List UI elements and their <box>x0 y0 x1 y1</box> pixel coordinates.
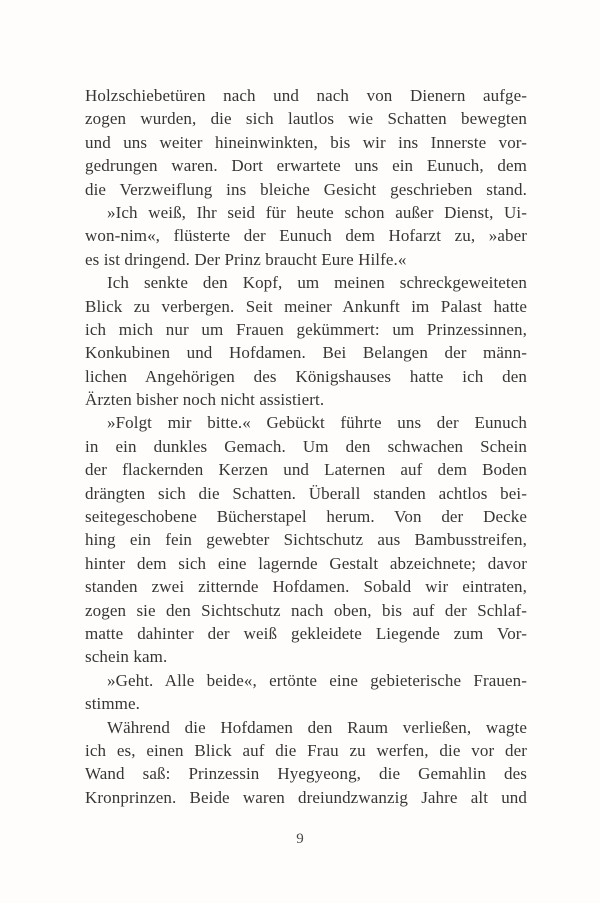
text-line: Blick zu verbergen. Seit meiner Ankunft im Palast hatte <box>85 296 527 316</box>
text-line: hing ein fein gewebter Sichtschutz aus Bambusstreifen, <box>85 530 527 550</box>
text-line: drängten sich die Schatten. Überall standen achtlos bei- <box>85 483 527 503</box>
text-line: Ich senkte den Kopf, um meinen schreckgeweiteten <box>107 273 527 293</box>
text-line: der flackernden Kerzen und Laternen auf dem Boden <box>85 460 527 480</box>
text-line: ich mich nur um Frauen gekümmert: um Prinzessinnen, <box>85 319 527 339</box>
text-line: Kronprinzen. Beide waren dreiundzwanzig Jahre alt und <box>85 787 527 807</box>
text-line: schein kam. <box>85 647 168 667</box>
text-line: zogen wurden, die sich lautlos wie Schatten bewegten <box>85 109 527 129</box>
page-number: 9 <box>296 831 304 847</box>
page-text <box>85 84 527 809</box>
text-line: die Verzweiflung ins bleiche Gesicht geschrieben stand. <box>85 179 527 199</box>
paragraph <box>85 669 527 716</box>
text-line: Ärzten bisher noch nicht assistiert. <box>85 390 325 410</box>
paragraph <box>85 411 527 668</box>
paragraph <box>85 271 527 411</box>
text-line: »Folgt mir bitte.« Gebückt führte uns der Eunuch <box>107 413 527 433</box>
text-line: ich es, einen Blick auf die Frau zu werfen, die vor der <box>85 740 527 760</box>
text-line: »Ich weiß, Ihr seid für heute schon außer Dienst, Ui- <box>107 202 527 222</box>
text-line: zogen sie den Sichtschutz nach oben, bis auf der Schlaf- <box>85 600 527 620</box>
paragraph <box>85 201 527 271</box>
text-line: standen zwei zitternde Hofdamen. Sobald wir eintraten, <box>85 577 527 597</box>
text-line: stimme. <box>85 694 141 714</box>
text-line: matte dahinter der weiß gekleidete Liegende zum Vor- <box>85 623 527 643</box>
text-line: won-nim«, flüsterte der Eunuch dem Hofarzt zu, »aber <box>85 226 527 246</box>
paragraph <box>85 716 527 810</box>
text-line: Konkubinen und Hofdamen. Bei Belangen der männ- <box>85 343 527 363</box>
text-line: hinter dem sich eine lagernde Gestalt abzeichnete; davor <box>85 553 527 573</box>
text-line: »Geht. Alle beide«, ertönte eine gebieterische Frauen- <box>107 670 527 690</box>
paragraph <box>85 84 527 201</box>
text-line: und uns weiter hineinwinkten, bis wir ins Innerste vor- <box>85 132 527 152</box>
text-line: Wand saß: Prinzessin Hyegyeong, die Gemahlin des <box>85 764 527 784</box>
text-line: in ein dunkles Gemach. Um den schwachen Schein <box>85 436 527 456</box>
text-line: Holzschiebetüren nach und nach von Dienern aufge- <box>85 86 527 105</box>
text-line: Während die Hofdamen den Raum verließen, wagte <box>107 717 527 737</box>
text-line: lichen Angehörigen des Königshauses hatte ich den <box>85 366 527 386</box>
text-line: es ist dringend. Der Prinz braucht Eure Hilfe.« <box>85 249 407 269</box>
text-line: gedrungen waren. Dort erwartete uns ein Eunuch, dem <box>85 156 527 176</box>
text-line: seitegeschobene Bücherstapel herum. Von der Decke <box>85 507 527 527</box>
